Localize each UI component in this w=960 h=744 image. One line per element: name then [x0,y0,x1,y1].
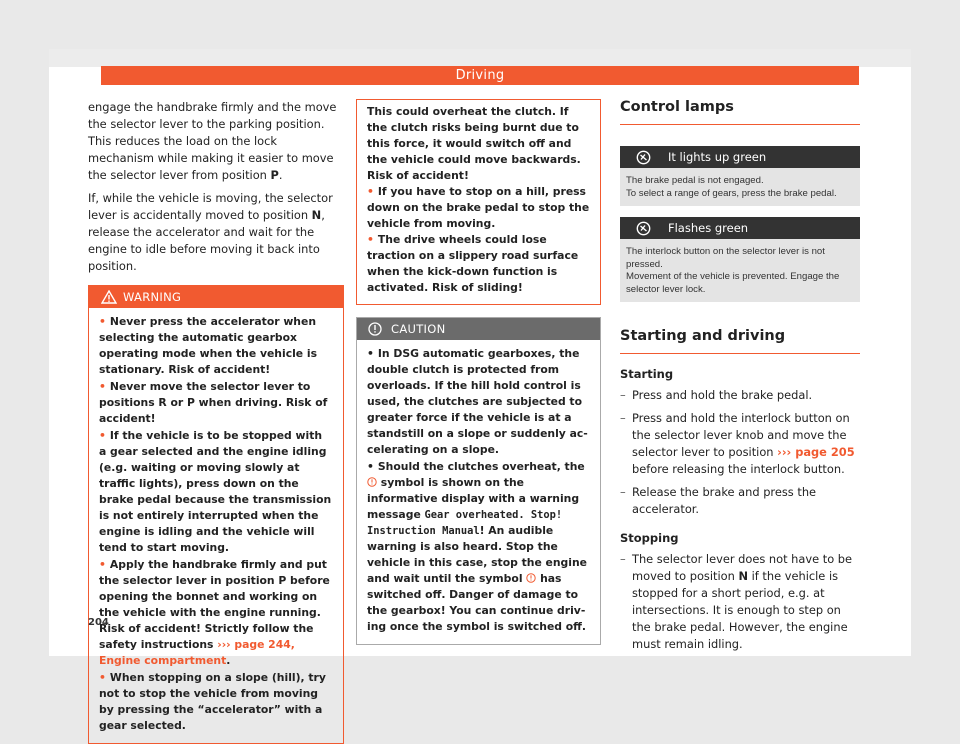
warning-item: • The drive wheels could lose traction on a slippery road surface when the kick-down function is activated. Risk of sliding! [367,233,579,294]
page-link[interactable]: ››› page 244, Engine compartment [99,638,295,667]
warning-item: • Never move the selector lever to positions R or P when driving. Risk of accident! [99,380,328,425]
section-heading: Control lamps [620,99,860,125]
gear-overheat-icon [526,573,536,583]
brake-pedal-lamp-icon [636,221,651,236]
section-heading: Starting and driving [620,328,860,354]
list-item: – Press and hold the interlock button on the selector lever knob and move the selector lever to position ››› page 205 before releasing the interlock button. [620,411,855,476]
lamp-description: The interlock button on the selector lever is not pressed. Movement of the vehicle is prevented. Engage the selector lever lock. [620,239,860,302]
column-middle [356,99,601,645]
warning-item: • If you have to stop on a hill, press down on the brake pedal to stop the vehicle from moving. [367,185,590,230]
gear-overheat-icon [367,477,377,487]
subheading: Starting [620,367,674,381]
caution-item: • Should the clutches overheat, the symbol is shown on the informative display with a warning message Gear overheated. Stop! Instruction Manual! An audible warning is also heard. Stop the vehicle in this case, stop the engine and wait until the symbol has switched off. Danger of damage to the gearbox! You can continue driving once the symbol is switched off. [367,460,587,633]
warning-icon [101,290,117,304]
caution-box [356,317,601,645]
chapter-header: Driving [101,66,859,85]
page-number: 204 [88,617,109,628]
warning-header: WARNING [89,286,343,308]
warning-item: • Apply the handbrake firmly and put the selector lever in position P before opening the bonnet and working on the vehicle with the engine running. Risk of accident! Strictly follow the safety instructions ››› page 244, Engine compartment. [99,558,330,667]
warning-box [88,285,344,744]
warning-continuation: This could overheat the clutch. If the clutch risks being burnt due to this force, it would switch off and the vehicle could move backwards. Risk of accident! • If you have to stop on a hill, press down on the brake pedal to stop the vehicle from moving. • The drive wheels could lose traction on a slippery road surface when the kick-down function is activated. Risk of sliding! [356,99,601,305]
paragraph: If, while the vehicle is moving, the selector lever is accidentally moved to position N, release the accelerator and wait for the engine to idle before moving it back into position. [88,191,333,273]
caution-body [357,340,600,635]
brake-pedal-lamp-icon [636,150,651,165]
list-item: – Press and hold the brake pedal. [620,388,813,402]
caution-header: CAUTION [357,318,600,340]
warning-item: • If the vehicle is to be stopped with a gear selected and the engine idling (e.g. waiting or moving slowly at traffic lights), press down on the brake pedal because the transmission is not entirely interrupted when the engine is idling and the vehicle will tend to start moving. [99,429,332,554]
warning-item: • Never press the accelerator when selecting the automatic gearbox operating mode when the vehicle is stationary. Risk of accident! [99,315,318,376]
list-item: – The selector lever does not have to be moved to position N if the vehicle is stopped for a short period, e.g. at intersections. It is enough to step on the brake pedal. However, the engine must remain idling. [620,552,853,651]
info-circle-icon [368,322,382,336]
caution-item: • In DSG automatic gearboxes, the double clutch is protected from overloads. If the hill hold control is used, the clutches are subjected to greater force if the vehicle is at a standstill on a slope or suddenly accelerating on a slope. [367,347,588,456]
column-right [620,99,860,659]
paragraph: engage the handbrake firmly and the move the selector lever to the parking position. This reduces the load on the lock mechanism while making it easier to move the selector lever from position P. [88,100,337,182]
column-left [88,99,344,744]
warning-body [89,308,343,734]
page-link[interactable]: ››› page 205 [777,445,855,459]
lamp-header: It lights up green [620,146,860,168]
lamp-description: The brake pedal is not engaged. To select a range of gears, press the brake pedal. [620,168,860,206]
subheading: Stopping [620,531,679,545]
warning-item: • When stopping on a slope (hill), try not to stop the vehicle from moving by pressing the “accelerator” with a gear selected. [99,671,326,732]
lamp-header: Flashes green [620,217,860,239]
list-item: – Release the brake and press the accelerator. [620,485,817,516]
page-top-strip [49,49,911,67]
